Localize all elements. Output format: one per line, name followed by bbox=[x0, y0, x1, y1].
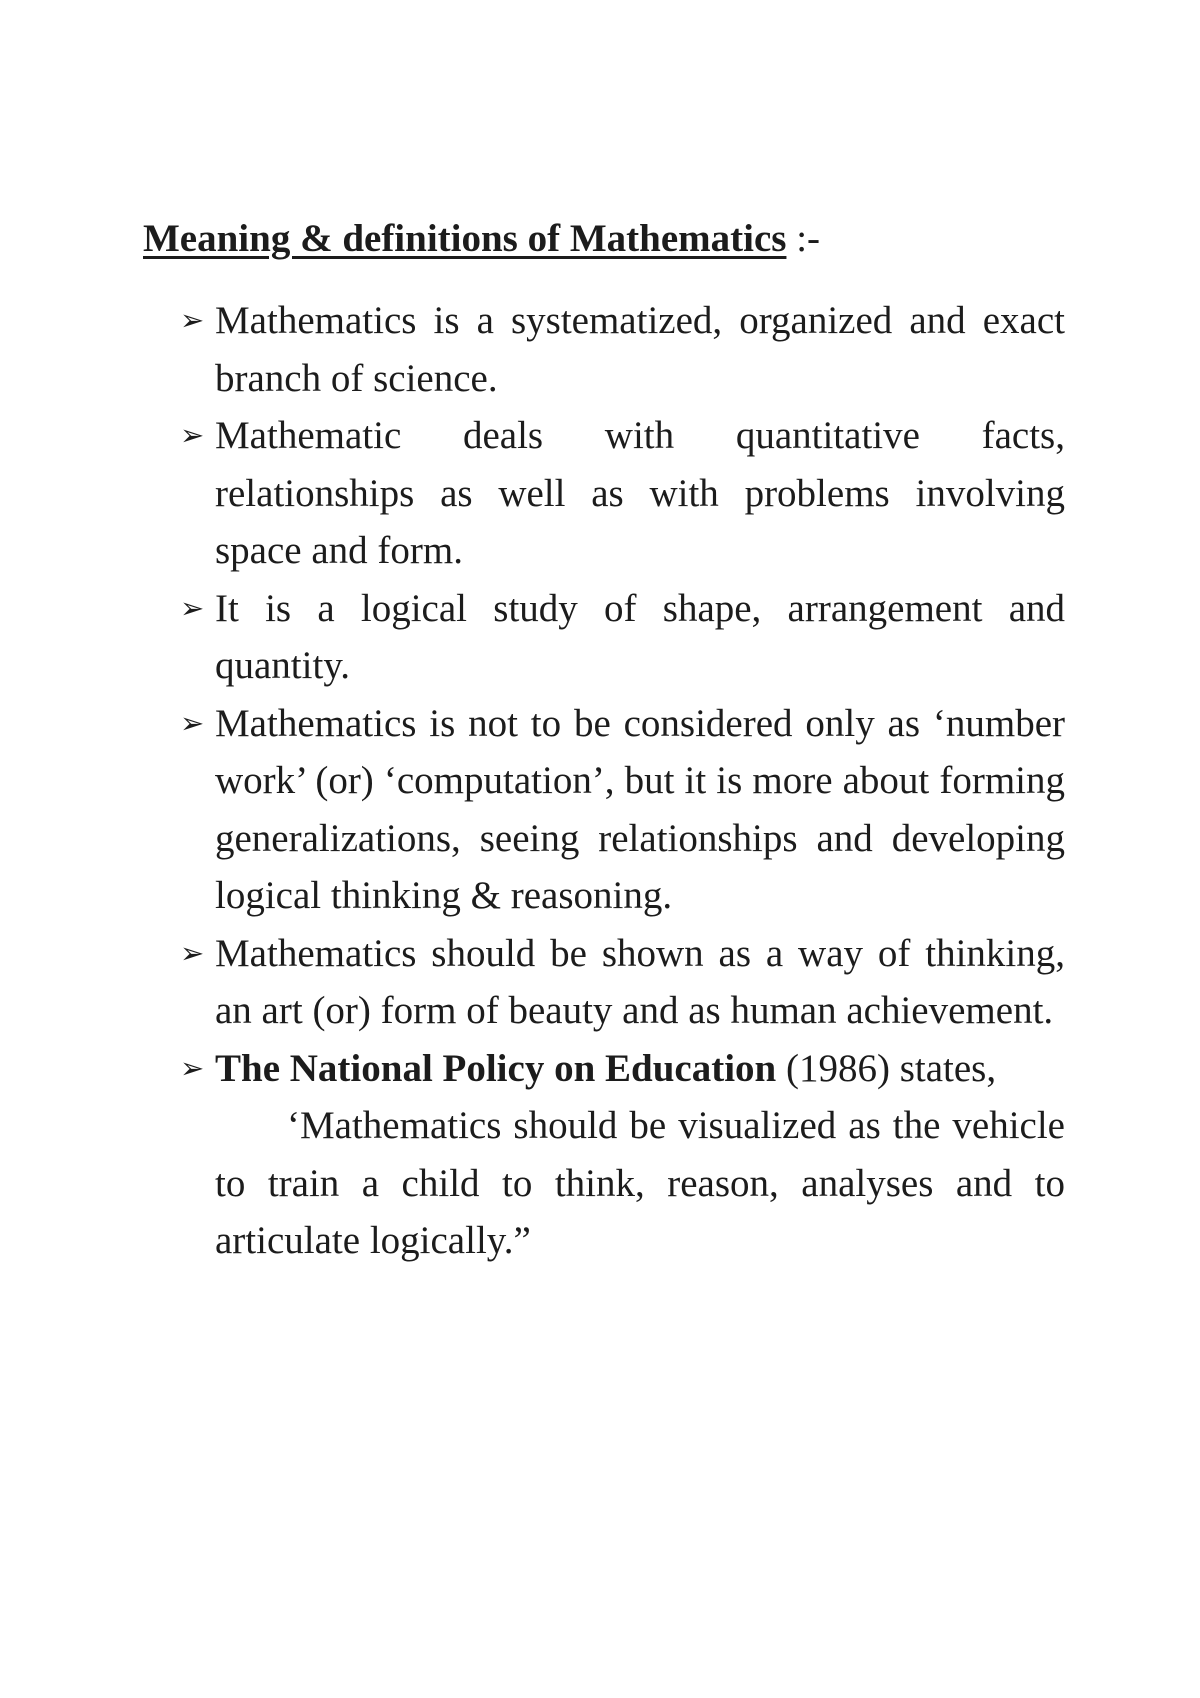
point-text: Mathematics should be shown as a way of thinking, an art (or) form of beauty and as human achievement. bbox=[215, 931, 1065, 1032]
point-text: Mathematics is a systematized, organized and exact branch of science. bbox=[215, 299, 1065, 400]
arrow-bullet-icon: ➢ bbox=[180, 935, 205, 970]
list-item bbox=[180, 580, 1065, 695]
arrow-bullet-icon: ➢ bbox=[180, 705, 205, 740]
list-item bbox=[180, 292, 1065, 407]
list-item bbox=[180, 695, 1065, 925]
policy-year: (1986) bbox=[776, 1046, 890, 1090]
arrow-bullet-icon: ➢ bbox=[180, 590, 205, 625]
list-item bbox=[180, 407, 1065, 580]
arrow-bullet-icon: ➢ bbox=[180, 418, 205, 452]
heading-title: Meaning & definitions of Mathematics bbox=[143, 217, 787, 260]
point-text: Mathematics is not to be considered only as ‘number work’ (or) ‘computation’, but it is more about forming generalizations, seeing relationships and developing logical thinking & reasoning. bbox=[215, 701, 1065, 917]
arrow-bullet-icon: ➢ bbox=[180, 1050, 205, 1085]
policy-name: The National Policy on Education bbox=[215, 1046, 777, 1090]
list-item-policy bbox=[180, 1040, 1065, 1270]
point-text: It is a logical study of shape, arrangement and quantity. bbox=[215, 586, 1065, 687]
policy-quote: ‘Mathematics should be visualized as the vehicle to train a child to think, reason, analyses and to articulate logically.” bbox=[215, 1104, 1065, 1262]
heading-suffix: :- bbox=[786, 217, 821, 260]
definitions-list bbox=[180, 292, 1065, 1270]
section-heading bbox=[143, 214, 820, 264]
policy-states: states, bbox=[889, 1046, 997, 1090]
list-item bbox=[180, 925, 1065, 1040]
arrow-bullet-icon: ➢ bbox=[180, 303, 205, 337]
point-text: Mathematic deals with quantitative facts, relationships as well as with problems involving space and form. bbox=[215, 414, 1065, 572]
